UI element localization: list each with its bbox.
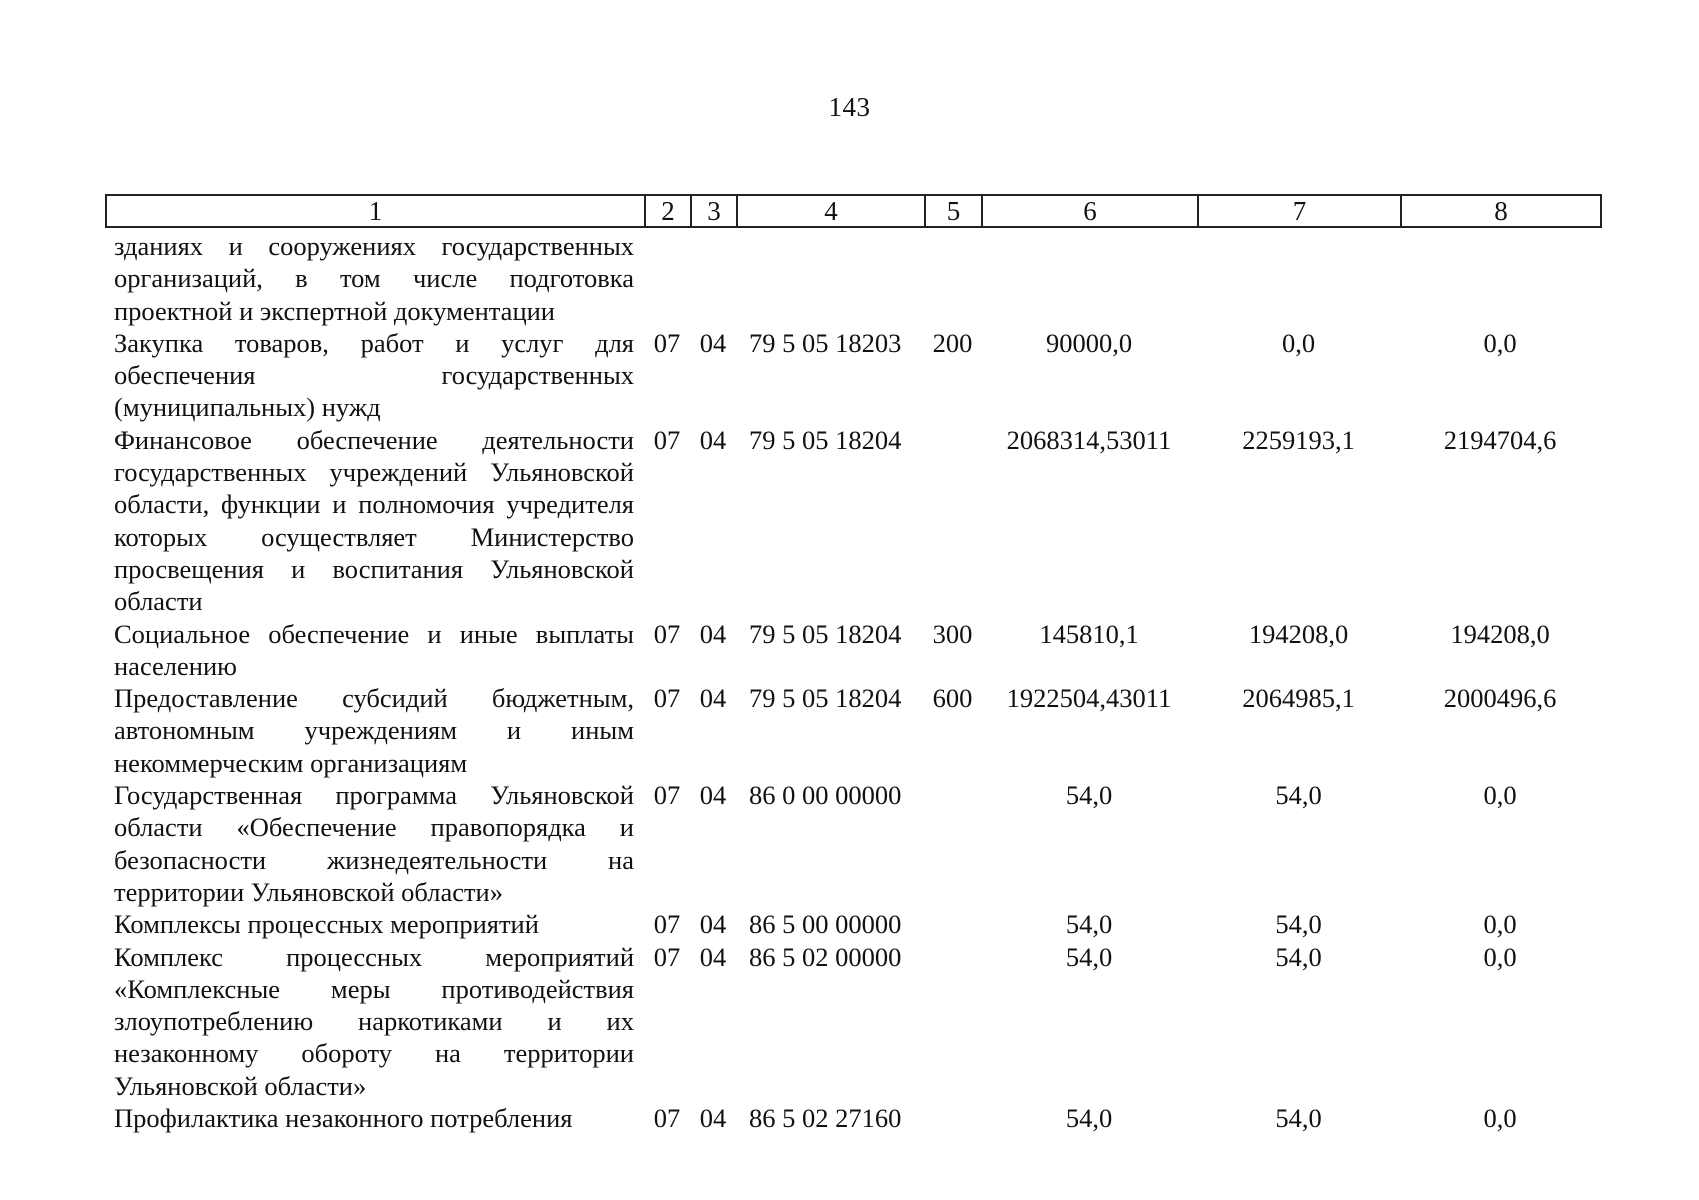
row-subsection: 04 [699, 1103, 727, 1134]
table-row [105, 779, 1600, 908]
row-subsection [690, 230, 736, 327]
row-amount-6: 1922504,43011 [1006, 683, 1172, 714]
table-row [105, 327, 1600, 424]
row-amount-7: 54,0 [1275, 780, 1322, 811]
row-amount-8: 194208,0 [1450, 618, 1550, 649]
row-amount-7: 194208,0 [1248, 618, 1349, 649]
row-subsection: 04 [699, 683, 727, 714]
row-amount-8: 0,0 [1483, 941, 1517, 972]
page-number: 143 [828, 92, 871, 122]
row-amount-7 [1197, 230, 1400, 327]
column-header-table [105, 194, 1602, 228]
row-name: Профилактика незаконного потребления [114, 1103, 573, 1134]
row-section: 07 [653, 618, 681, 649]
row-amount-7: 54,0 [1275, 909, 1322, 940]
row-subsection: 04 [699, 780, 727, 811]
row-name: Закупка товаров, работ и услуг для обеспечения государственных (муниципальных) нужд [114, 327, 634, 423]
row-amount-8: 0,0 [1483, 780, 1517, 811]
row-target-code: 86 0 00 00000 [749, 780, 902, 811]
row-name: Предоставление субсидий бюджетным, автономным учреждениям и иным некоммерческим организациям [114, 683, 634, 778]
row-subsection: 04 [699, 327, 727, 358]
row-expense-type [924, 424, 981, 618]
row-name: Государственная программа Ульяновской области «Обеспечение правопорядка и безопасности жизнедеятельности на территории Ульяновской области» [114, 780, 634, 907]
row-subsection: 04 [699, 424, 727, 455]
row-target-code: 79 5 05 18204 [749, 683, 902, 714]
row-section: 07 [653, 909, 681, 940]
row-expense-type [924, 941, 981, 1102]
row-amount-6: 145810,1 [1039, 618, 1139, 649]
row-amount-8: 0,0 [1483, 1103, 1517, 1134]
row-expense-type: 600 [932, 683, 973, 714]
column-header-6: 6 [982, 195, 1198, 227]
row-expense-type: 200 [932, 327, 973, 358]
row-amount-8: 0,0 [1483, 909, 1517, 940]
table-row [105, 908, 1600, 940]
row-target-code: 86 5 02 00000 [749, 941, 902, 972]
table-row [105, 230, 1600, 327]
row-target-code: 86 5 00 00000 [749, 909, 902, 940]
row-expense-type: 300 [932, 618, 973, 649]
row-target-code: 86 5 02 27160 [749, 1103, 902, 1134]
row-amount-8: 2194704,6 [1443, 424, 1557, 455]
row-section: 07 [653, 780, 681, 811]
budget-table [105, 230, 1600, 1134]
table-row [105, 682, 1600, 779]
column-header-7: 7 [1198, 195, 1401, 227]
row-amount-8: 2000496,6 [1443, 683, 1557, 714]
row-amount-7: 2064985,1 [1242, 683, 1355, 714]
row-name: Финансовое обеспечение деятельности государственных учреждений Ульяновской области, функции и полномочия учредителя которых осуществляет Министерство просвещения и воспитания Ульяновской области [114, 424, 634, 617]
row-amount-6 [981, 230, 1197, 327]
table-row [105, 1102, 1600, 1134]
row-amount-6: 54,0 [1065, 1103, 1113, 1134]
row-subsection: 04 [699, 618, 727, 649]
column-header-1: 1 [106, 195, 645, 227]
row-subsection: 04 [699, 941, 727, 972]
row-subsection: 04 [699, 909, 727, 940]
row-expense-type [924, 908, 981, 940]
column-header-5: 5 [925, 195, 982, 227]
column-header-8: 8 [1401, 195, 1601, 227]
table-row [105, 618, 1600, 683]
row-expense-type [924, 230, 981, 327]
row-expense-type [924, 779, 981, 908]
row-amount-8 [1400, 230, 1600, 327]
table-row [105, 424, 1600, 618]
row-target-code: 79 5 05 18204 [749, 424, 902, 455]
column-header-2: 2 [645, 195, 691, 227]
row-amount-6: 54,0 [1065, 941, 1113, 972]
row-amount-7: 0,0 [1281, 327, 1316, 358]
row-amount-6: 90000,0 [1045, 327, 1133, 358]
row-target-code [736, 230, 924, 327]
row-section: 07 [653, 683, 681, 714]
row-target-code: 79 5 05 18204 [749, 618, 902, 649]
row-section: 07 [653, 327, 681, 358]
row-section [644, 230, 690, 327]
column-header-4: 4 [737, 195, 925, 227]
row-name: Социальное обеспечение и иные выплаты населению [114, 618, 634, 681]
row-amount-7: 54,0 [1275, 1103, 1322, 1134]
row-amount-6: 2068314,53011 [1006, 424, 1172, 455]
row-amount-6: 54,0 [1065, 909, 1113, 940]
row-amount-7: 54,0 [1275, 941, 1322, 972]
row-amount-6: 54,0 [1065, 780, 1113, 811]
row-name: зданиях и сооружениях государственных организаций, в том числе подготовка проектной и экспертной документации [114, 231, 634, 326]
row-expense-type [924, 1102, 981, 1134]
row-target-code: 79 5 05 18203 [749, 327, 902, 358]
row-name: Комплекс процессных мероприятий «Комплексные меры противодействия злоупотреблению наркотиками и их незаконному обороту на территории Ульяновской области» [114, 941, 634, 1101]
column-header-row [106, 195, 1601, 227]
row-name: Комплексы процессных мероприятий [114, 909, 539, 940]
row-section: 07 [653, 941, 681, 972]
row-amount-8: 0,0 [1483, 327, 1517, 358]
table-row [105, 941, 1600, 1102]
row-section: 07 [653, 424, 681, 455]
column-header-3: 3 [691, 195, 737, 227]
row-amount-7: 2259193,1 [1242, 424, 1355, 455]
row-section: 07 [653, 1103, 681, 1134]
